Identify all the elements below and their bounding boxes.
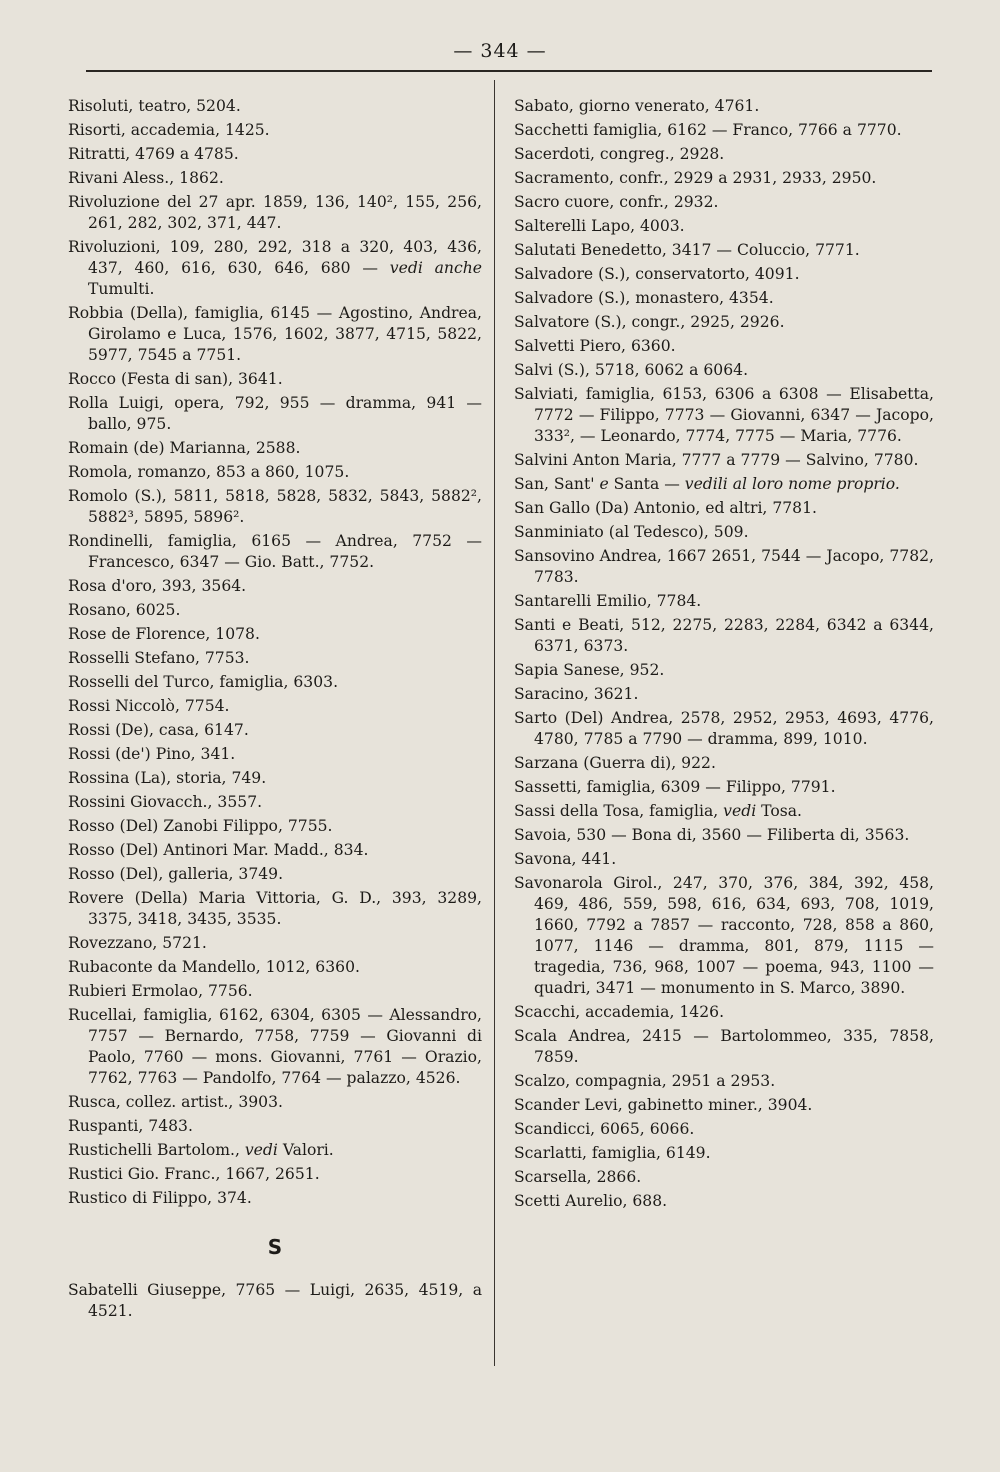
index-entry: Romola, romanzo, 853 a 860, 1075. [68,463,350,481]
index-entry: Sabato, giorno venerato, 4761. [514,97,760,115]
left-entries-after-section [68,1280,482,1322]
index-entry: Sacramento, confr., 2929 a 2931, 2933, 2950. [514,169,877,187]
index-entry: Rivani Aless., 1862. [68,169,224,187]
index-entry: Ritratti, 4769 a 4785. [68,145,239,163]
index-entry: Santi e Beati, 512, 2275, 2283, 2284, 6342 a 6344, 6371, 6373. [514,616,934,655]
index-entry: Romain (de) Marianna, 2588. [68,439,301,457]
column-divider [494,80,495,1366]
index-entry: Rossi (De), casa, 6147. [68,721,249,739]
index-entry: Rubaconte da Mandello, 1012, 6360. [68,958,360,976]
index-entry: Rivoluzione del 27 apr. 1859, 136, 140², 155, 256, 261, 282, 302, 371, 447. [68,193,482,232]
entry-text: Sassi della Tosa, famiglia, [514,802,724,820]
index-entry: Rosano, 6025. [68,601,181,619]
index-entry: Sabatelli Giuseppe, 7765 — Luigi, 2635, 4519, a 4521. [68,1281,482,1320]
index-entry: Rubieri Ermolao, 7756. [68,982,253,1000]
index-entry [68,1140,482,1161]
index-entry: San Gallo (Da) Antonio, ed altri, 7781. [514,499,817,517]
entry-text: San, Sant' [514,475,600,493]
header-rule [86,70,932,72]
index-entry: Sacerdoti, congreg., 2928. [514,145,725,163]
index-entry: Rossini Giovacch., 3557. [68,793,263,811]
index-entry: Rosa d'oro, 393, 3564. [68,577,247,595]
italic-text: vedi anche [389,259,482,277]
index-entry: Scarsella, 2866. [514,1168,642,1186]
index-entry [514,474,934,495]
index-entry: Sarto (Del) Andrea, 2578, 2952, 2953, 4693, 4776, 4780, 7785 a 7790 — dramma, 899, 1010. [514,709,934,748]
index-entry: Savonarola Girol., 247, 370, 376, 384, 392, 458, 469, 486, 559, 598, 616, 634, 693, 708, 1019, 1660, 7792 a 7857 — racconto, 728, 858 a 860, 1077, 1146 — dramma, 801, 879, 1115 — tragedia, 736, 968, 1007 — poema, 943, 1100 — quadri, 3471 — monumento in S. Marco, 3890. [514,874,934,997]
index-entry: Salviati, famiglia, 6153, 6306 a 6308 — Elisabetta, 7772 — Filippo, 7773 — Giovanni, 6347 — Jacopo, 333², — Leonardo, 7774, 7775 — Maria, 7776. [514,385,934,445]
index-entry: Salvi (S.), 5718, 6062 a 6064. [514,361,749,379]
italic-text: vedi [244,1141,278,1159]
index-entry: Rose de Florence, 1078. [68,625,260,643]
index-entry: Salvadore (S.), monastero, 4354. [514,289,774,307]
entry-text: Rivoluzioni, 109, 280, 292, 318 a 320, 403, 436, 437, 460, 616, 630, 646, 680 — [68,238,482,277]
index-entry: Rosselli Stefano, 7753. [68,649,250,667]
left-entries [68,96,482,1209]
index-entry [514,801,934,822]
index-column-right [514,96,934,1215]
index-entry: Rosselli del Turco, famiglia, 6303. [68,673,339,691]
index-entry: Rusca, collez. artist., 3903. [68,1093,283,1111]
entry-text: Tumulti. [88,280,155,298]
index-entry: Salvetti Piero, 6360. [514,337,676,355]
index-entry: Sacro cuore, confr., 2932. [514,193,719,211]
index-entry: Scandicci, 6065, 6066. [514,1120,695,1138]
entry-text: Santa — [608,475,685,493]
index-entry: Scarlatti, famiglia, 6149. [514,1144,711,1162]
index-entry [68,237,482,300]
index-entry: Salvatore (S.), congr., 2925, 2926. [514,313,785,331]
index-entry: Rustici Gio. Franc., 1667, 2651. [68,1165,320,1183]
index-entry: Risorti, accademia, 1425. [68,121,270,139]
index-entry: Ruspanti, 7483. [68,1117,193,1135]
index-entry: Salterelli Lapo, 4003. [514,217,685,235]
index-entry: Salvini Anton Maria, 7777 a 7779 — Salvino, 7780. [514,451,919,469]
index-entry: Salutati Benedetto, 3417 — Coluccio, 7771. [514,241,860,259]
index-entry: Rovezzano, 5721. [68,934,207,952]
index-entry: Sansovino Andrea, 1667 2651, 7544 — Jacopo, 7782, 7783. [514,547,934,586]
italic-text: e [599,475,609,493]
index-entry: Scala Andrea, 2415 — Bartolommeo, 335, 7858, 7859. [514,1027,934,1066]
index-entry: Santarelli Emilio, 7784. [514,592,702,610]
index-entry: Salvadore (S.), conservatorto, 4091. [514,265,800,283]
index-entry: Rocco (Festa di san), 3641. [68,370,283,388]
index-entry: Sassetti, famiglia, 6309 — Filippo, 7791. [514,778,836,796]
index-entry: Saracino, 3621. [514,685,639,703]
index-entry: Rossi (de') Pino, 341. [68,745,236,763]
page-number: — 344 — [453,40,547,62]
index-entry: Rossi Niccolò, 7754. [68,697,230,715]
italic-text: vedi [723,802,757,820]
index-entry: Robbia (Della), famiglia, 6145 — Agostino, Andrea, Girolamo e Luca, 1576, 1602, 3877, 4715, 5822, 5977, 7545 a 7751. [68,304,482,364]
index-entry: Rossina (La), storia, 749. [68,769,267,787]
index-entry: Rucellai, famiglia, 6162, 6304, 6305 — Alessandro, 7757 — Bernardo, 7758, 7759 — Giovanni di Paolo, 7760 — mons. Giovanni, 7761 — Orazio, 7762, 7763 — Pandolfo, 7764 — palazzo, 4526. [68,1006,482,1087]
index-entry: Rolla Luigi, opera, 792, 955 — dramma, 941 — ballo, 975. [68,394,482,433]
index-entry: Sarzana (Guerra di), 922. [514,754,716,772]
index-entry: Sapia Sanese, 952. [514,661,665,679]
index-entry: Rondinelli, famiglia, 6165 — Andrea, 7752 — Francesco, 6347 — Gio. Batt., 7752. [68,532,482,571]
index-entry: Rustico di Filippo, 374. [68,1189,252,1207]
index-entry: Risoluti, teatro, 5204. [68,97,241,115]
entry-text: Rustichelli Bartolom., [68,1141,245,1159]
index-entry: Savoia, 530 — Bona di, 3560 — Filiberta di, 3563. [514,826,910,844]
index-entry: Scacchi, accademia, 1426. [514,1003,725,1021]
index-entry: Rosso (Del), galleria, 3749. [68,865,284,883]
index-entry: Scander Levi, gabinetto miner., 3904. [514,1096,813,1114]
entry-text: Valori. [277,1141,334,1159]
index-entry: Scetti Aurelio, 688. [514,1192,668,1210]
index-entry: Rosso (Del) Antinori Mar. Madd., 834. [68,841,369,859]
index-entry: Romolo (S.), 5811, 5818, 5828, 5832, 5843, 5882², 5882³, 5895, 5896². [68,487,482,526]
index-entry: Scalzo, compagnia, 2951 a 2953. [514,1072,776,1090]
italic-text: vedili al loro nome proprio. [684,475,900,493]
index-entry: Sacchetti famiglia, 6162 — Franco, 7766 a 7770. [514,121,902,139]
index-entry: Savona, 441. [514,850,617,868]
index-column-left [68,96,482,1325]
index-entry: Rovere (Della) Maria Vittoria, G. D., 393, 3289, 3375, 3418, 3435, 3535. [68,889,482,928]
section-letter: S [267,1235,283,1259]
entry-text: Tosa. [756,802,802,820]
index-entry: Rosso (Del) Zanobi Filippo, 7755. [68,817,333,835]
index-entry: Sanminiato (al Tedesco), 509. [514,523,749,541]
